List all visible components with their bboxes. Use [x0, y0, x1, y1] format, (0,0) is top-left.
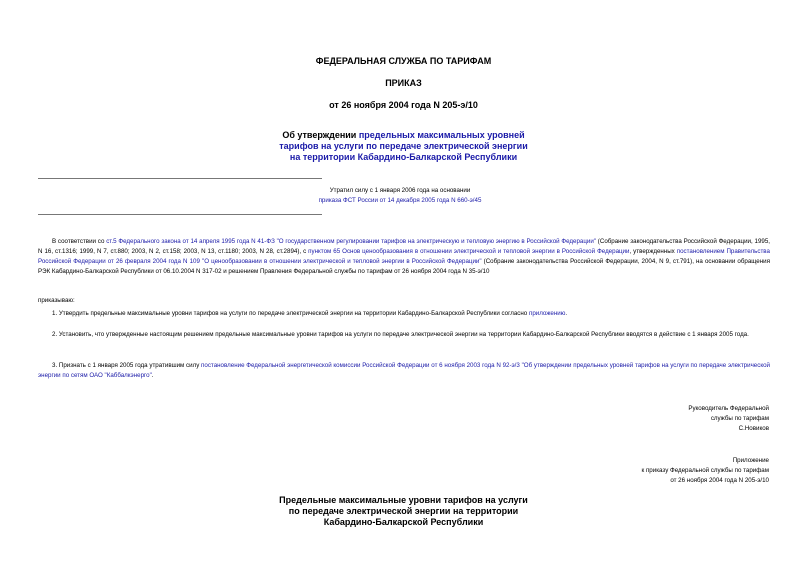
doc-type-heading: ПРИКАЗ [385, 78, 422, 88]
appendix-header [642, 456, 769, 486]
doc-date-number: от 26 ноября 2004 года N 205-э/10 [329, 100, 478, 110]
appendix-title-line3: Кабардино-Балкарской Республики [323, 517, 484, 527]
item1-end: . [565, 310, 568, 317]
order-item-3 [38, 361, 770, 381]
title-link-line2[interactable]: тарифов на услуги по передаче электрической энергии [279, 141, 528, 151]
title-link-line3[interactable]: на территории Кабардино-Балкарской Республики [289, 152, 518, 162]
order-word: приказываю: [38, 297, 75, 304]
signature-line2: службы по тарифам [710, 415, 769, 422]
order-item-1 [38, 309, 770, 319]
preamble-text-1: В соответствии со [52, 238, 107, 245]
fek-resolution-link[interactable]: постановление Федеральной энергетической комиссии Российской Федерации от 6 ноября 2003 года N 92-э/3 "Об утверждении предельных уровней тарифов на услуги по передаче электрической энергии по сетям ОАО "Каббалкэнерго" [38, 362, 770, 379]
signature-line1: Руководитель Федеральной [688, 405, 769, 412]
signature-block [688, 404, 769, 434]
appendix-link[interactable]: приложению [528, 310, 566, 317]
item1-text: 1. Утвердить предельные максимальные уровни тарифов на услуги по передаче электрической энергии на территории Кабардино-Балкарской Республики согласно [52, 310, 529, 317]
appendix-title-line1: Предельные максимальные уровни тарифов на услуги [279, 495, 528, 505]
preamble-text-4: (Собрание законодательства Российской Федерации, 2004, N 9, ст.791), на основании обращения РЭК Кабардино-Балкарской Республики от 06.10.2004 N 317-02 и решением Правления Федеральной службы по тарифам от 26 ноября 2004 года N 35-э/10 [38, 258, 770, 275]
preamble-paragraph [38, 237, 770, 277]
appendix-line1: Приложение [732, 457, 769, 464]
pricing-basics-link[interactable]: пунктом 65 Основ ценообразования в отношении электрической и тепловой энергии в Российской Федерации [308, 248, 630, 255]
void-note-text: Утратил силу с 1 января 2006 года на основании [329, 187, 471, 194]
divider-bottom [38, 214, 322, 215]
void-note-link[interactable]: приказа ФСТ России от 14 декабря 2005 года N 660-э/45 [318, 197, 482, 204]
appendix-line2: к приказу Федеральной службы по тарифам [641, 467, 769, 474]
appendix-line3: от 26 ноября 2004 года N 205-э/10 [670, 477, 769, 484]
order-item-2: 2. Установить, что утвержденные настоящим решением предельные максимальные уровни тарифов на услуги по передаче электрической энергии на территории Кабардино-Балкарской Республики вводятся в действие с 1 января 2005 года. [52, 331, 749, 338]
document-title [0, 130, 807, 163]
item3-end: . [151, 372, 154, 379]
divider-top [38, 178, 322, 179]
void-note [200, 186, 600, 206]
title-prefix: Об утверждении [282, 130, 359, 140]
agency-heading: ФЕДЕРАЛЬНАЯ СЛУЖБА ПО ТАРИФАМ [315, 56, 492, 66]
signature-name: С.Новиков [738, 425, 769, 432]
appendix-title [0, 495, 807, 528]
preamble-text-2: (Собрание законодательства Российской Федерации, 1995, N 16, ст.1316; 1999, N 7, ст.880; 2003, N 2, ст.158; 2003, N 13, ст.1180; 2003, N 28, ст.2894), с [38, 238, 770, 255]
item3-text: 3. Признать с 1 января 2005 года утратившим силу [52, 362, 202, 369]
appendix-title-line2: по передаче электрической энергии на территории [288, 506, 519, 516]
government-decree-link[interactable]: постановлением Правительства Российской Федерации от 26 февраля 2004 года N 109 "О ценообразовании в отношении электрической и тепловой энергии в Российской Федерации" [38, 248, 770, 265]
law-link[interactable]: ст.5 Федерального закона от 14 апреля 1995 года N 41-ФЗ "О государственном регулировании тарифов на электрическую и тепловую энергию в Российской Федерации" [106, 238, 596, 245]
preamble-text-3: , утвержденных [629, 248, 677, 255]
title-link-line1[interactable]: предельных максимальных уровней [358, 130, 525, 140]
